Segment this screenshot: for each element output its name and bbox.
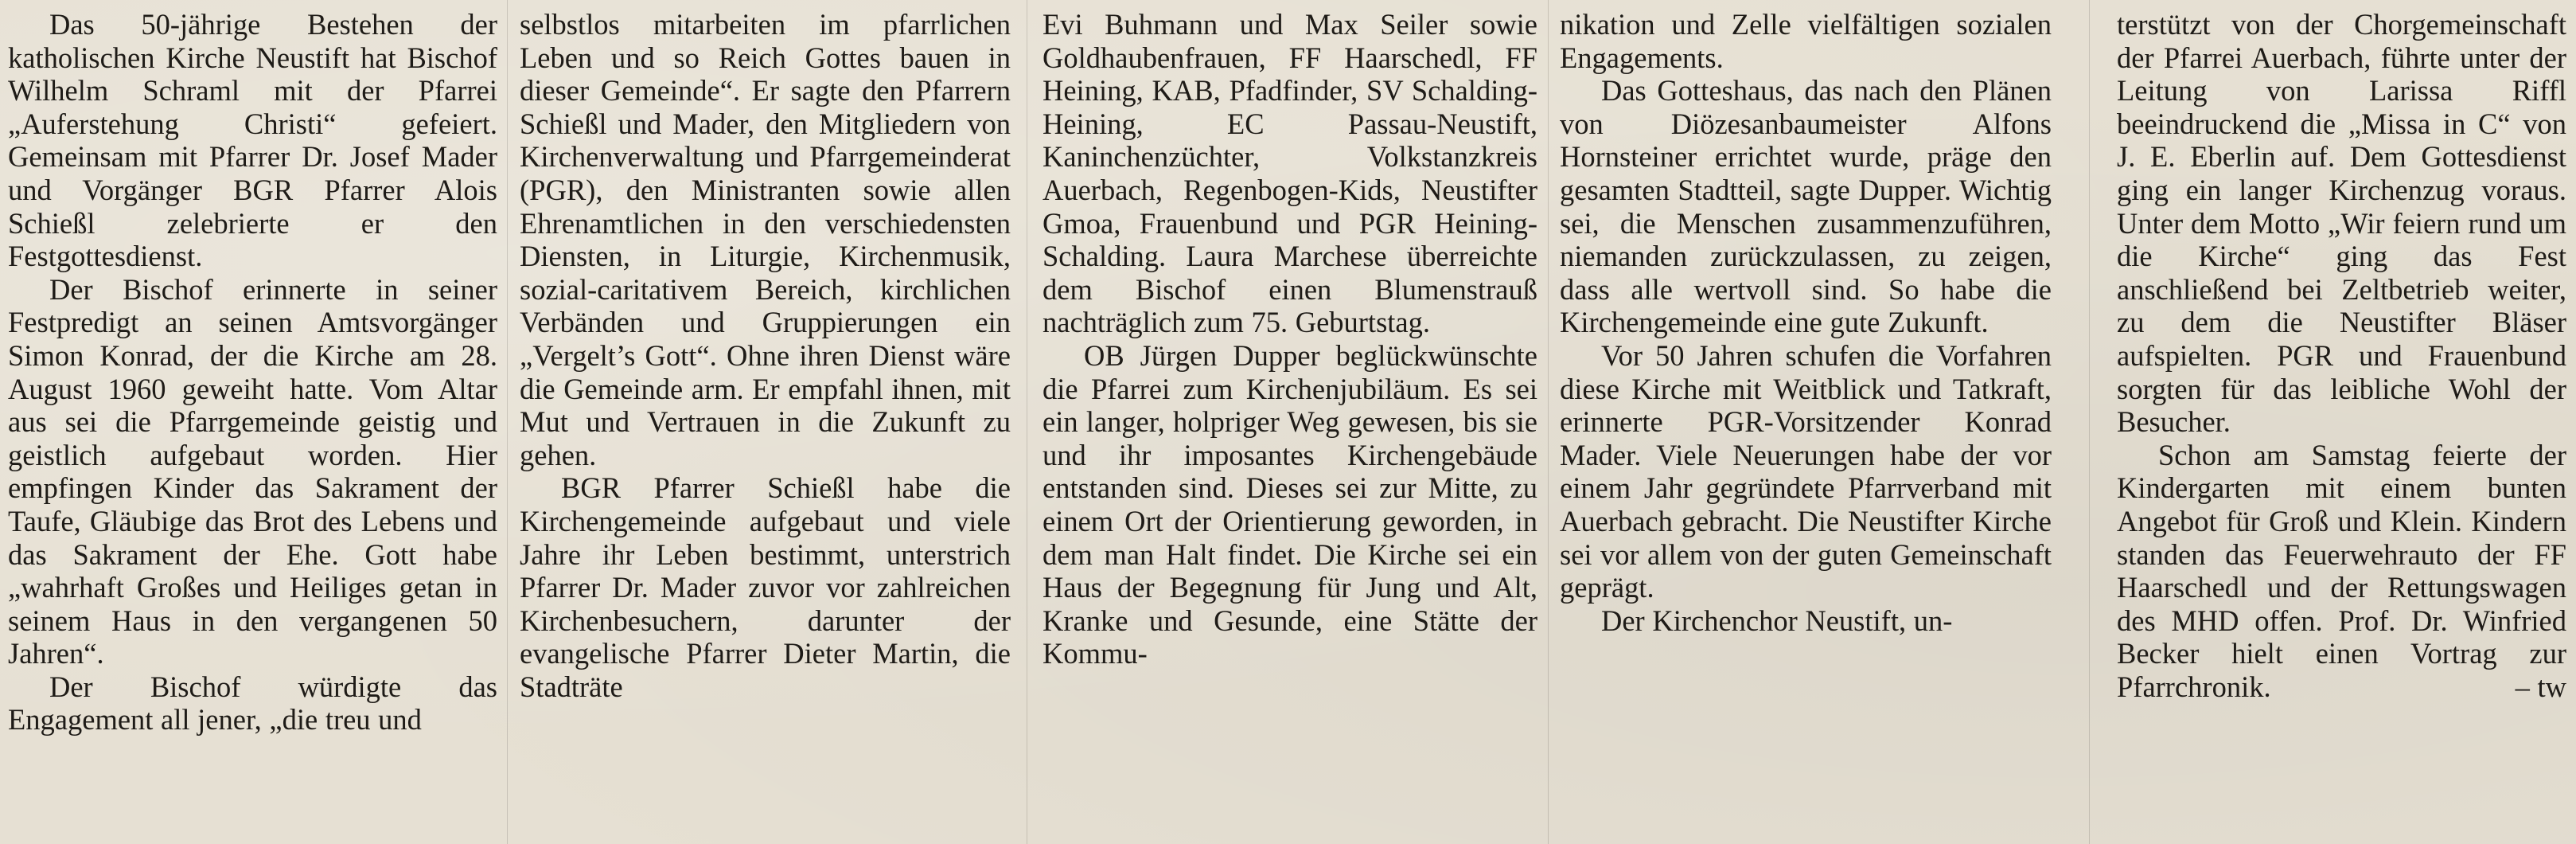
paragraph: Evi Buhmann und Max Seiler sowie Goldhaubenfrauen, FF Haarschedl, FF Heining, KAB, Pfadfinder, SV Schalding-Heining, EC Passau-Neustift, Kaninchenzüchter, Volkstanzkreis Auerbach, Regenbogen-Kids, Neustifter Gmoa, Frauenbund und PGR Heining-Schalding. Laura Marchese überreichte dem Bischof einen Blumenstrauß nachträglich zum 75. Geburtstag. xyxy=(1042,8,1537,339)
column-divider xyxy=(507,0,508,844)
paragraph-text: Schon am Samstag feierte der Kindergarten mit einem bunten Angebot für Groß und Klein. Kindern standen das Feuerwehrauto der FF Haarschedl und der Rettungswagen des MHD offen. Prof. Dr. Winfried Becker hielt einen Vortrag zur Pfarrchronik. xyxy=(2117,438,2566,703)
author-signature: – tw xyxy=(2515,670,2566,703)
paragraph: Das 50-jährige Bestehen der katholischen Kirche Neustift hat Bischof Wilhelm Schraml mit der Pfarrei „Auferstehung Christi“ gefeiert. Gemeinsam mit Pfarrer Dr. Josef Mader und Vorgänger BGR Pfarrer Alois Schießl zelebrierte er den Festgottesdienst. xyxy=(8,8,497,273)
paragraph: BGR Pfarrer Schießl habe die Kirchengemeinde aufgebaut und viele Jahre ihr Leben bestimmt, unterstrich Pfarrer Dr. Mader zuvor vor zahlreichen Kirchenbesuchern, darunter der evangelische Pfarrer Dieter Martin, die Stadträte xyxy=(520,471,1011,703)
paragraph: terstützt von der Chorgemeinschaft der Pfarrei Auerbach, führte unter der Leitung von Larissa Riffl beeindruckend die „Missa in C“ von J. E. Eberlin auf. Dem Gottesdienst ging ein langer Kirchenzug voraus. Unter dem Motto „Wir feiern rund um die Kirche“ ging das Fest anschließend bei Zeltbetrieb weiter, zu dem die Neustifter Bläser aufspielten. PGR und Frauenbund sorgten für das leibliche Wohl der Besucher. xyxy=(2117,8,2566,439)
column-divider xyxy=(1548,0,1549,844)
paragraph: Vor 50 Jahren schufen die Vorfahren diese Kirche mit Weitblick und Tatkraft, erinnerte PGR-Vorsitzender Konrad Mader. Viele Neuerungen habe der vor einem Jahr gegründete Pfarrverband mit Auerbach gebracht. Die Neustifter Kirche sei vor allem von der guten Gemeinschaft geprägt. xyxy=(1560,338,2052,604)
column-divider xyxy=(2089,0,2090,844)
article-column-4 xyxy=(1560,8,2052,841)
article-column-3 xyxy=(1042,8,1537,841)
paragraph: OB Jürgen Dupper beglückwünschte die Pfarrei zum Kirchenjubiläum. Es sei ein langer, holpriger Weg gewesen, bis sie und ihr imposantes Kirchengebäude entstanden sind. Dieses sei zur Mitte, zu einem Ort der Orientierung geworden, in dem man Halt findet. Die Kirche sei ein Haus der Begegnung für Jung und Alt, Kranke und Gesunde, eine Stätte der Kommu- xyxy=(1042,338,1537,670)
article-column-5 xyxy=(2117,8,2566,841)
paragraph: selbstlos mitarbeiten im pfarrlichen Leben und so Reich Gottes bauen in dieser Gemeinde“. Er sagte den Pfarrern Schießl und Mader, den Mitgliedern von Kirchenverwaltung und Pfarrgemeinderat (PGR), den Ministranten sowie allen Ehrenamtlichen in den verschiedensten Diensten, in Liturgie, Kirchenmusik, sozial-caritativem Bereich, kirchlichen Verbänden und Gruppierungen ein „Vergelt’s Gott“. Ohne ihren Dienst wäre die Gemeinde arm. Er empfahl ihnen, mit Mut und Vertrauen in die Zukunft zu gehen. xyxy=(520,8,1011,471)
paragraph: Der Bischof würdigte das Engagement all jener, „die treu und xyxy=(8,670,497,737)
article-column-2 xyxy=(520,8,1011,841)
paragraph: Das Gotteshaus, das nach den Plänen von Diözesanbaumeister Alfons Hornsteiner errichtet wurde, präge den gesamten Stadtteil, sagte Dupper. Wichtig sei, die Menschen zusammenzuführen, niemanden zurückzulassen, zu zeigen, dass alle wertvoll sind. So habe die Kirchengemeinde eine gute Zukunft. xyxy=(1560,74,2052,339)
article-column-1 xyxy=(8,8,497,841)
paragraph xyxy=(2117,439,2566,704)
paragraph: Der Kirchenchor Neustift, un- xyxy=(1601,604,1953,637)
paragraph: nikation und Zelle vielfältigen sozialen Engagements. xyxy=(1560,8,2052,74)
paragraph: Der Bischof erinnerte in seiner Festpredigt an seinen Amtsvorgänger Simon Konrad, der die Kirche am 28. August 1960 geweiht hatte. Vom Altar aus sei die Pfarrgemeinde geistig und geistlich aufgebaut worden. Hier empfingen Kinder das Sakrament der Taufe, Gläubige das Brot des Lebens und das Sakrament der Ehe. Gott habe „wahrhaft Großes und Heiliges getan in seinem Haus in den vergangenen 50 Jahren“. xyxy=(8,272,497,670)
